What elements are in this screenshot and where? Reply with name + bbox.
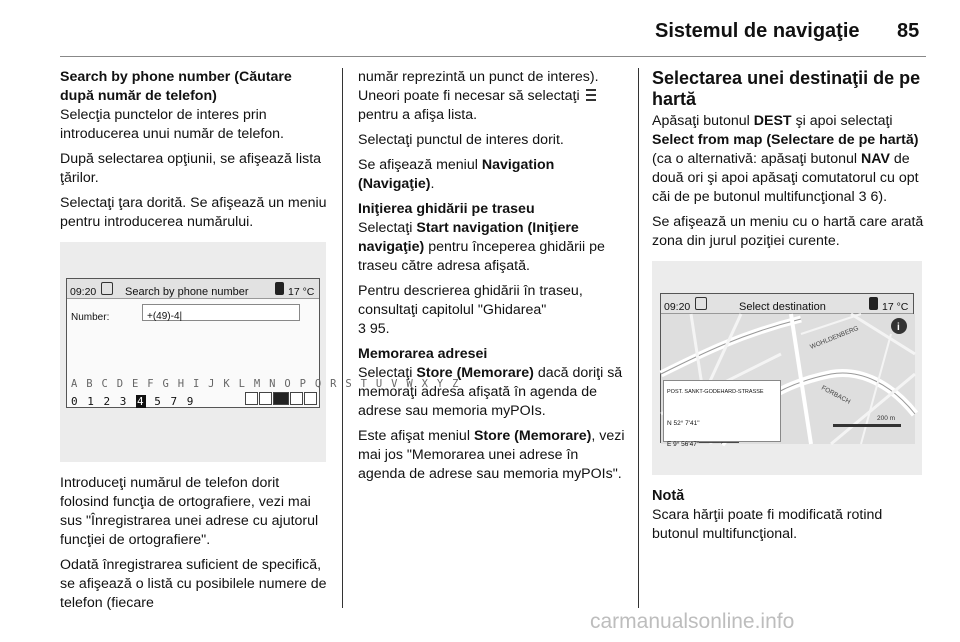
paragraph xyxy=(358,282,626,339)
page-reference: 3 95. xyxy=(358,321,390,337)
text-span: Este afişat meniul xyxy=(358,428,470,444)
screen-temperature: 17 °C xyxy=(288,286,315,298)
screen-time: 09:20 xyxy=(664,301,691,313)
number-label: Number: xyxy=(71,312,110,323)
phone-icon xyxy=(275,282,284,295)
bold-term: Select from map (Selectare de pe hartă) xyxy=(652,132,919,148)
header-title: Sistemul de navigaţie xyxy=(655,20,860,42)
paragraph xyxy=(358,427,626,484)
digits-after[interactable]: 5 7 9 xyxy=(154,395,195,408)
text-span: , vezi mai jos "Memorarea unei adrese în agenda de adrese sau memoria myPOIs". xyxy=(358,428,625,482)
paragraph: Selecţia punctelor de interes prin introducerea unui număr de telefon. xyxy=(60,107,284,142)
backspace-icon[interactable] xyxy=(273,392,289,405)
paragraph: Se afişează un meniu cu o hartă care arată zona din jurul poziţiei curente. xyxy=(652,214,924,249)
screen-time: 09:20 xyxy=(70,286,97,298)
cursor-move-icon[interactable] xyxy=(259,392,272,405)
bold-term: Store (Memorare) xyxy=(473,428,592,444)
text-span: pentru începerea ghidării pe traseu către adresa afişată. xyxy=(358,239,605,274)
right-column xyxy=(652,68,924,550)
digit-selected[interactable]: 4 xyxy=(136,395,146,408)
arrow-up-icon[interactable] xyxy=(245,392,258,405)
paragraph: După selectarea opţiunii, se afişează lista ţărilor. xyxy=(60,151,322,186)
note-heading: Notă xyxy=(652,488,685,504)
text-span: Apăsaţi butonul xyxy=(652,113,750,129)
scale-bar xyxy=(833,424,901,427)
section-heading-select-from-map: Selectarea unei destinaţii de pe hartă xyxy=(652,68,921,109)
middle-column xyxy=(358,68,626,490)
list-menu-icon xyxy=(586,89,596,101)
text-span: pentru a afişa lista. xyxy=(358,107,478,123)
text-span: . xyxy=(430,176,435,192)
paragraph xyxy=(358,156,626,194)
paragraph xyxy=(358,68,626,125)
section-heading-start-guidance: Iniţierea ghidării pe traseu xyxy=(358,201,535,217)
paragraph xyxy=(358,364,626,421)
paragraph: Selectaţi ţara dorită. Se afişează un meniu pentru introducerea numărului. xyxy=(60,195,327,230)
section-heading-phone-search: Search by phone number (Căutare după număr de telefon) xyxy=(60,69,292,104)
text-span: număr reprezintă un punct de interes). Uneori poate fi necesar să selectaţi xyxy=(358,69,599,104)
section-heading-store-address: Memorarea adresei xyxy=(358,346,488,362)
map-screen-figure xyxy=(652,261,922,475)
case-toggle-icon[interactable] xyxy=(290,392,303,405)
text-span: Selectaţi xyxy=(358,365,413,381)
speller-alphabet[interactable]: A B C D E F G H I J K L M N O P Q R S T U V W X Y Z xyxy=(71,378,460,390)
column-divider-left xyxy=(342,68,343,608)
bold-term: Store (Memorare) xyxy=(416,365,534,381)
scale-label-right: 200 m xyxy=(877,415,896,422)
header-divider xyxy=(60,56,926,57)
bold-term: Navigation (Navigaţie) xyxy=(358,157,555,192)
speller-digits[interactable] xyxy=(71,392,195,411)
screen-status-bar xyxy=(661,294,913,314)
road-label: FORBACH xyxy=(820,384,852,406)
bold-term: Start navigation (Iniţiere navigaţie) xyxy=(358,220,579,255)
paragraph: Odată înregistrarea suficient de specifică, se afişează o listă cu posibilele numere de telefon (fiecare xyxy=(60,557,327,611)
number-input[interactable]: +(49)-4| xyxy=(142,304,300,321)
longitude: E 9° 56'47" xyxy=(667,441,700,448)
screen-temperature: 17 °C xyxy=(882,301,909,313)
paragraph xyxy=(358,219,626,276)
text-span: Pentru descrierea ghidării în traseu, consultaţi capitolul "Ghidarea" xyxy=(358,283,583,318)
screen-title: Select destination xyxy=(739,301,826,313)
text-span: de două ori şi apoi apăsaţi comutatorul cu opt căi de pe butonul multifuncţional 3 6). xyxy=(652,151,919,205)
paragraph: Introduceţi numărul de telefon dorit folosind funcţia de ortografiere, vezi mai sus "Înregistrarea unei adrese cu ajutorul funcţiei de ortografiere". xyxy=(60,475,319,548)
road-label: WOHLDENBERG xyxy=(809,325,860,351)
digits-before[interactable]: 0 1 2 3 xyxy=(71,395,128,408)
phone-icon xyxy=(869,297,878,310)
paragraph xyxy=(652,112,924,207)
bold-term: NAV xyxy=(861,151,890,167)
list-icon[interactable] xyxy=(304,392,317,405)
bold-term: DEST xyxy=(753,113,792,129)
text-span: (ca o alternativă: apăsaţi butonul xyxy=(652,151,858,167)
speller-controls xyxy=(245,392,321,406)
latitude: N 52° 7'41" xyxy=(667,420,700,427)
page-number: 85 xyxy=(897,20,920,42)
back-icon xyxy=(695,297,707,310)
destination-info-box[interactable] xyxy=(663,380,781,448)
text-span: Selectaţi xyxy=(358,220,413,236)
map-screen xyxy=(660,293,914,448)
note-text: Scara hărţii poate fi modificată rotind butonul multifuncţional. xyxy=(652,507,883,542)
column-divider-right xyxy=(638,68,639,608)
text-span: dacă doriţi să memoraţi adresa afişată în agenda de adrese sau memoria myPOIs. xyxy=(358,365,623,419)
paragraph: Selectaţi punctul de interes dorit. xyxy=(358,132,564,148)
svg-text:i: i xyxy=(897,322,900,333)
screen-title: Search by phone number xyxy=(125,286,249,298)
screen-status-bar xyxy=(67,279,319,299)
text-span: Se afişează meniul xyxy=(358,157,478,173)
text-span: şi apoi selectaţi xyxy=(795,113,893,129)
back-icon xyxy=(101,282,113,295)
street-name: POST. SANKT-GODEHARD-STRASSE xyxy=(667,389,764,395)
watermark: carmanualsonline.info xyxy=(590,610,795,633)
